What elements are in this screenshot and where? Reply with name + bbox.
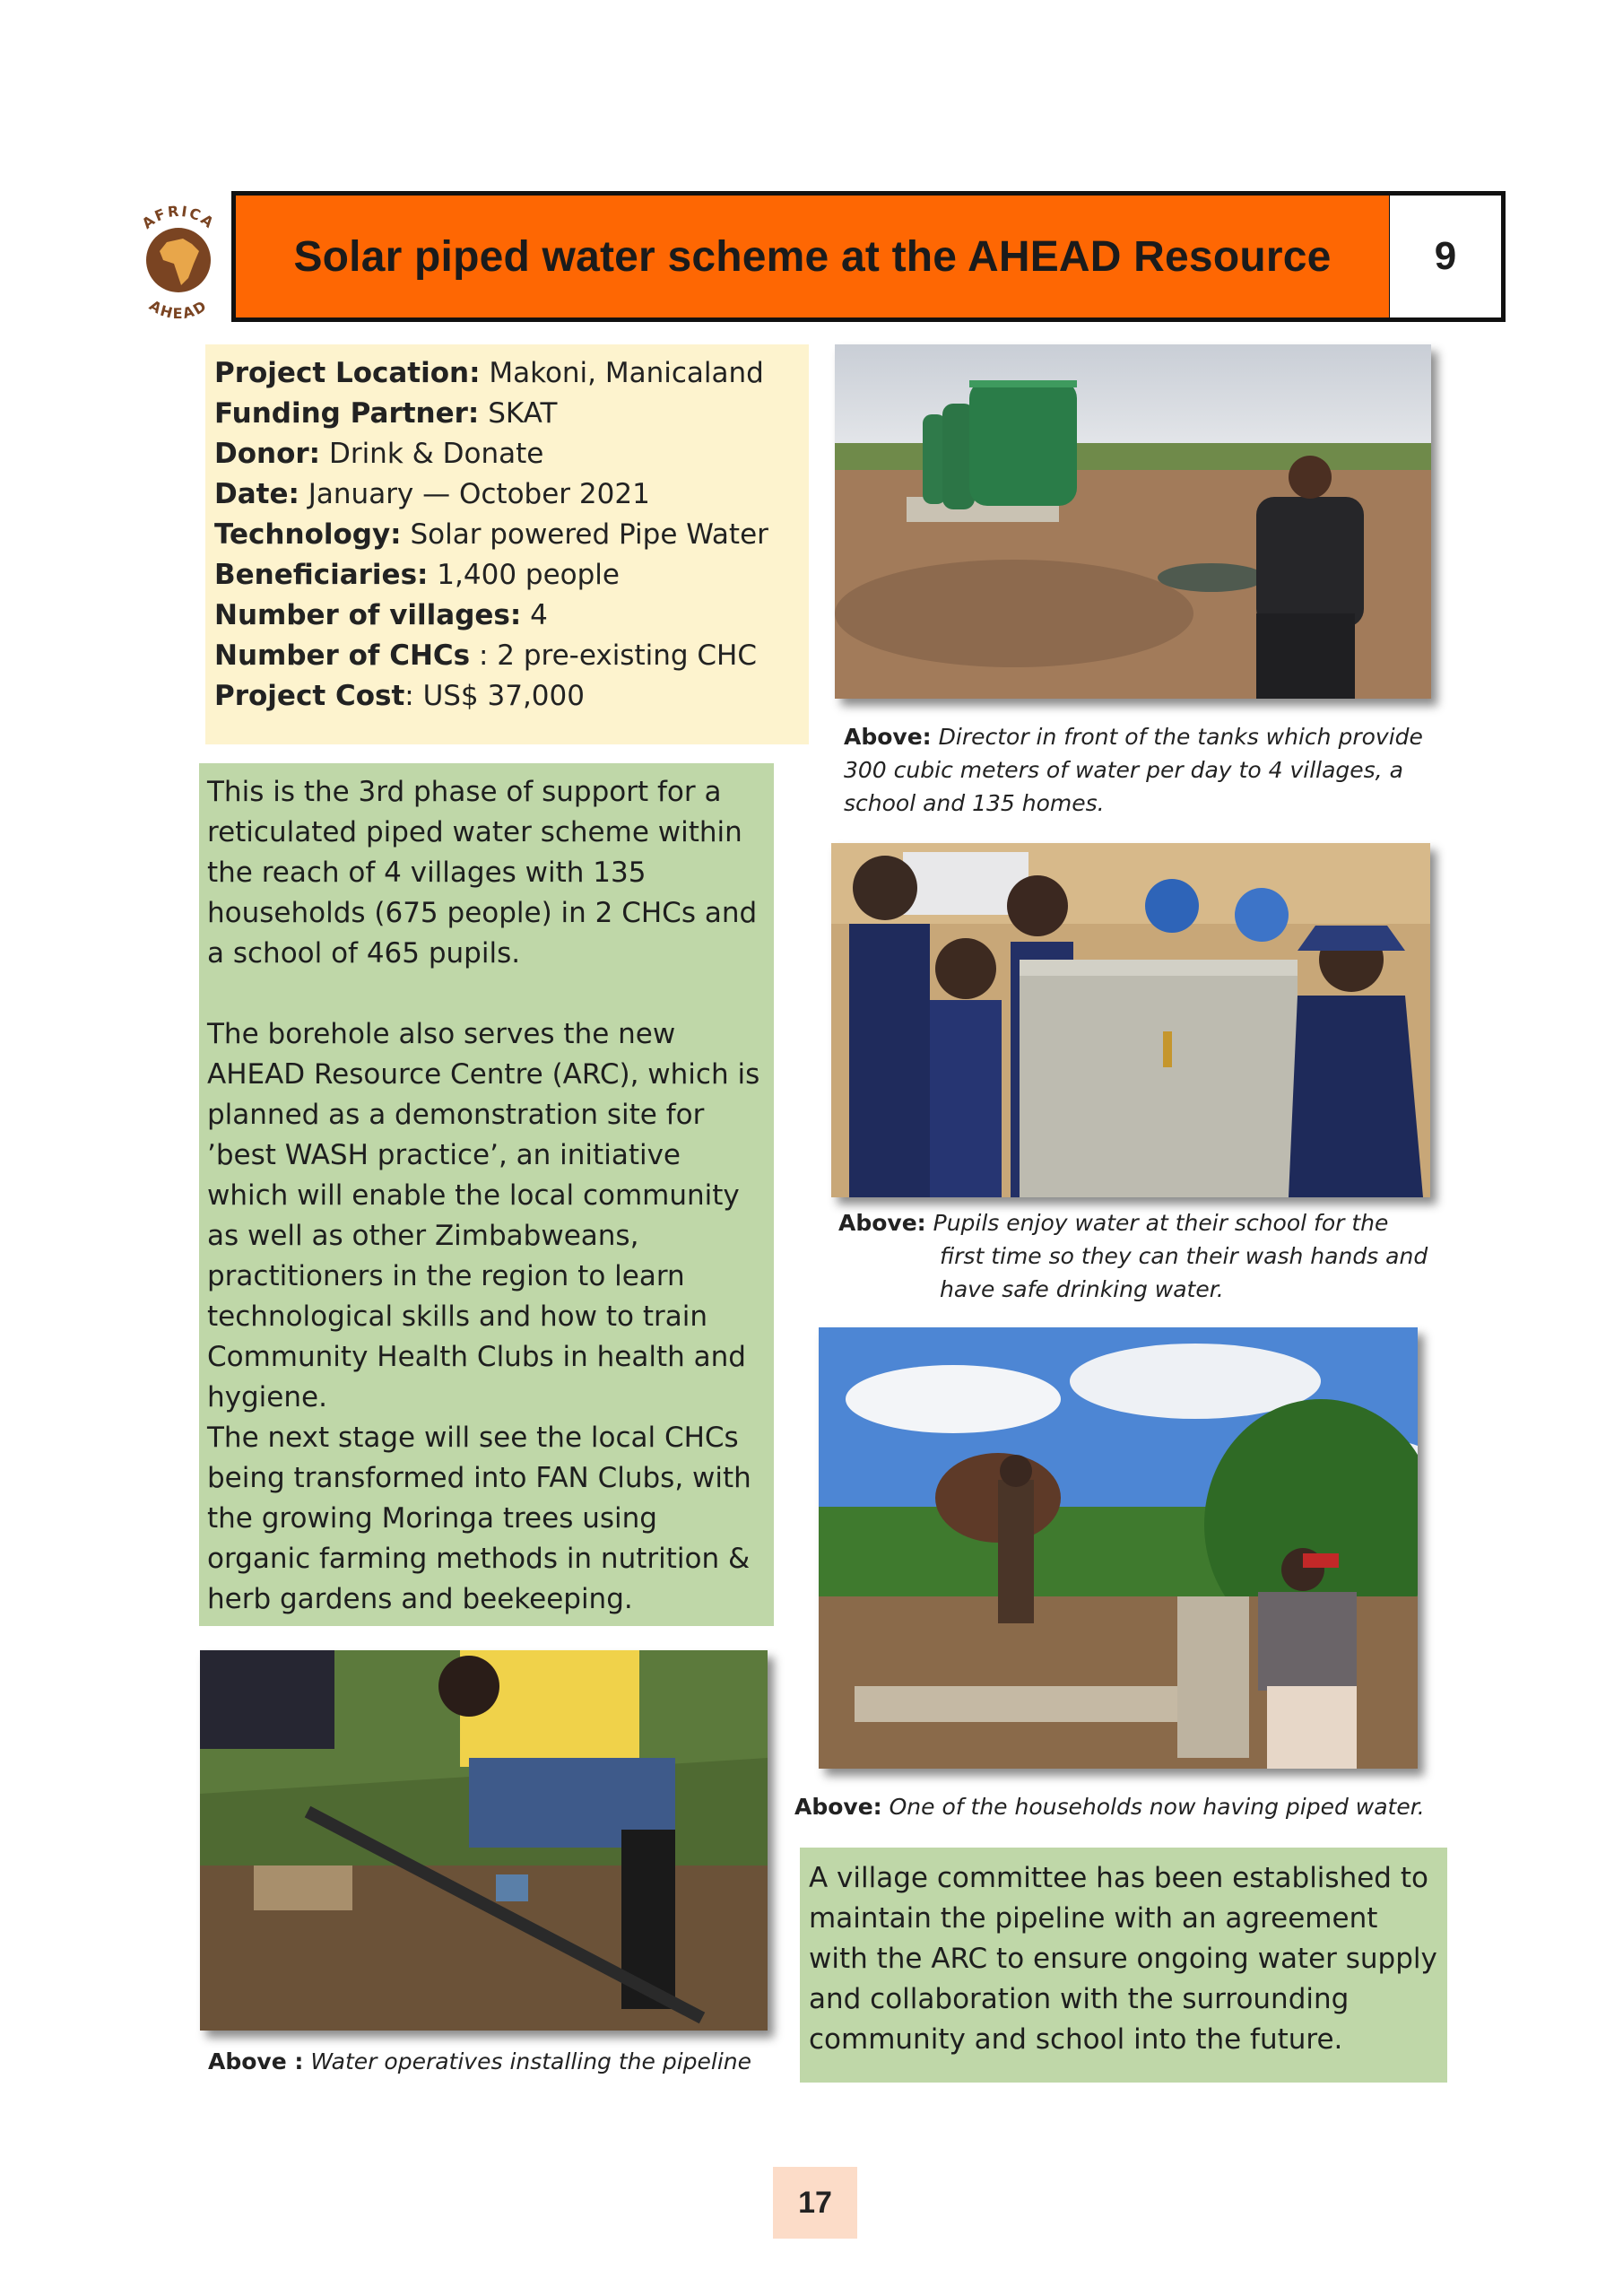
info-label: Project Location: [214, 357, 481, 389]
info-value: Drink & Donate [320, 438, 544, 470]
photo-director-tanks [835, 344, 1431, 699]
caption-pipeline [208, 2045, 782, 2078]
info-row-technology [214, 515, 809, 555]
caption-text: Pupils enjoy water at their school for the [925, 1210, 1389, 1236]
photo-household-tap-image [819, 1327, 1418, 1769]
info-label: Beneficiaries: [214, 559, 429, 591]
photo-pipeline-installation [200, 1650, 768, 2031]
photo-pupils-water [831, 843, 1430, 1197]
info-row-villages [214, 596, 809, 636]
info-value: January — October 2021 [299, 478, 650, 510]
info-label: Donor: [214, 438, 321, 470]
caption-text: have safe drinking water. [940, 1276, 1224, 1302]
info-row-beneficiaries [214, 555, 809, 596]
info-row-donor [214, 434, 809, 474]
project-description-box [199, 763, 774, 1626]
info-label: Technology: [214, 518, 402, 551]
caption-label: Above: [844, 724, 932, 750]
info-label: Funding Partner: [214, 397, 480, 430]
caption-label: Above: [794, 1794, 882, 1820]
section-title: Solar piped water scheme at the AHEAD Resource [293, 232, 1332, 281]
description-paragraph-1: This is the 3rd phase of support for a reticulated piped water scheme within the reach of 4 villages with 135 households (675 people) in 2 CHCs and a school of 465 pupils. [207, 776, 758, 970]
village-committee-text: A village committee has been established to maintain the pipeline with an agreement with the ARC to ensure ongoing water supply and collaboration with the surrounding community and school into the future. [809, 1862, 1437, 2056]
info-value: Makoni, Manicaland [480, 357, 764, 389]
africa-map-logo-icon [124, 188, 233, 323]
photo-pipeline-installation-image [200, 1650, 768, 2031]
info-value: 4 [521, 599, 548, 631]
description-paragraph-2: The borehole also serves the new AHEAD Resource Centre (ARC), which is planned as a demonstration site for ’best WASH practice’, an initiative which will enable the local community as well as other Zimbabweans, practitioners in the region to learn technological skills and how to train Community Health Clubs in health and hygiene. [207, 1018, 760, 1413]
photo-director-tanks-image [835, 344, 1431, 699]
info-label: Number of CHCs [214, 639, 471, 672]
caption-label: Above: [838, 1210, 926, 1236]
caption-text: Director in front of the tanks which provide 300 cubic meters of water per day to 4 villages, a school and 135 homes. [844, 724, 1423, 816]
caption-label: Above : [208, 2048, 304, 2074]
info-value: : 2 pre-existing CHC [470, 639, 758, 672]
info-row-cost [214, 676, 809, 717]
caption-text: Water operatives installing the pipeline [303, 2048, 752, 2074]
caption-text: first time so they can their wash hands and [940, 1243, 1428, 1269]
info-row-date [214, 474, 809, 515]
description-paragraph-3: The next stage will see the local CHCs being transformed into FAN Clubs, with the growing Moringa trees using organic farming methods in nutrition & herb gardens and beekeeping. [207, 1422, 751, 1615]
info-value: 1,400 people [428, 559, 620, 591]
svg-text:AHEAD: AHEAD [146, 296, 211, 323]
info-label: Date: [214, 478, 299, 510]
village-committee-box [800, 1848, 1447, 2083]
caption-text: One of the households now having piped water. [881, 1794, 1425, 1820]
info-label: Number of villages: [214, 599, 522, 631]
section-header-bar [231, 191, 1393, 322]
svg-text:AFRICA: AFRICA [138, 202, 219, 232]
info-row-chcs [214, 636, 809, 676]
caption-tanks [844, 720, 1436, 820]
caption-household [794, 1790, 1476, 1823]
caption-pupils [838, 1206, 1448, 1306]
info-value: : US$ 37,000 [404, 680, 585, 712]
africa-ahead-logo [124, 188, 233, 323]
photo-household-tap [819, 1327, 1418, 1769]
info-row-funding [214, 394, 809, 434]
section-number: 9 [1390, 191, 1506, 322]
info-value: SKAT [479, 397, 558, 430]
info-value: Solar powered Pipe Water [401, 518, 768, 551]
photo-pupils-water-image [831, 843, 1430, 1197]
info-label: Project Cost [214, 680, 405, 712]
info-row-location [214, 353, 809, 394]
page-number: 17 [773, 2167, 857, 2239]
project-info-box [205, 344, 809, 744]
